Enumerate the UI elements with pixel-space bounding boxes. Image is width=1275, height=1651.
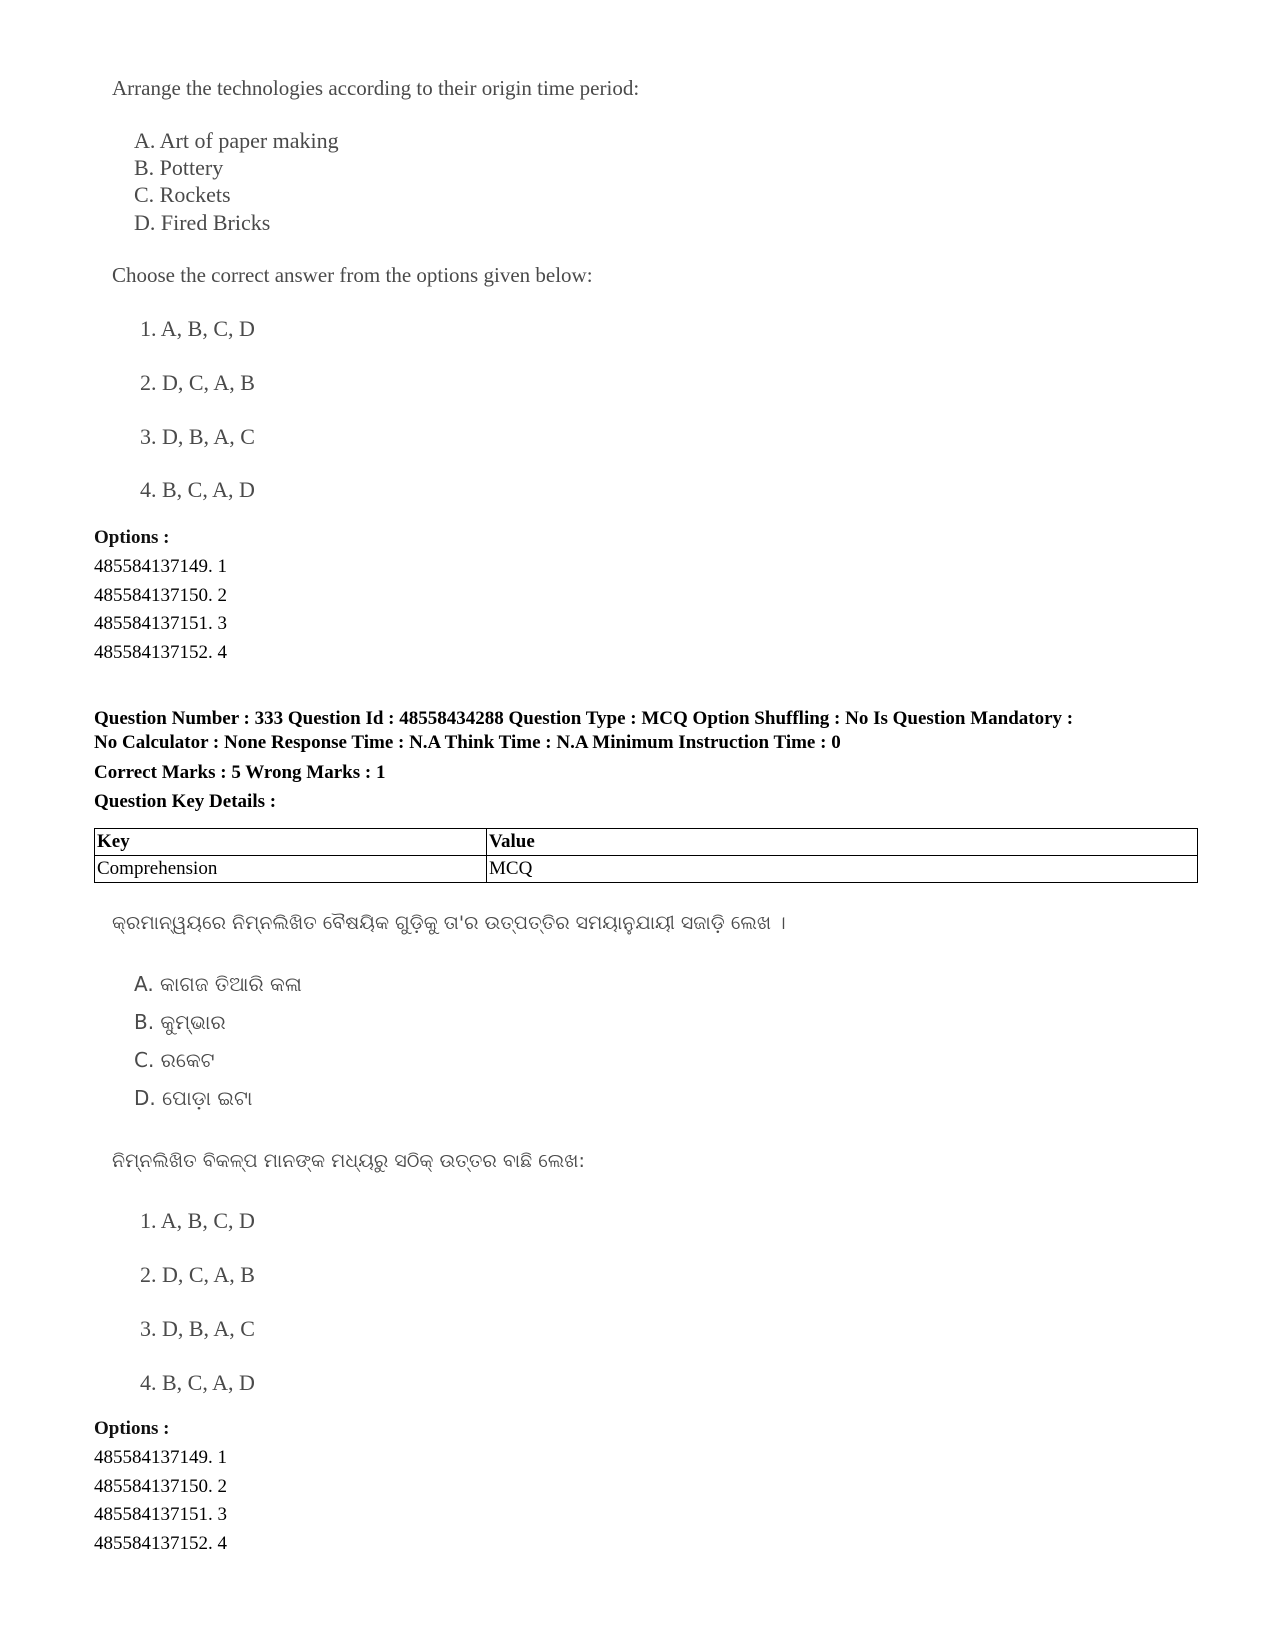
table-cell-key: Comprehension xyxy=(95,856,487,883)
q1-answer-1: 1. A, B, C, D xyxy=(140,316,255,341)
q2-answer-2: 2. D, C, A, B xyxy=(140,1262,255,1287)
q1-option-1: 485584137149. 1 xyxy=(94,556,227,577)
q1-item-a: A. Art of paper making xyxy=(134,128,339,153)
q2-item-c: C. ରକେଟ xyxy=(134,1048,215,1072)
q1-item-c: C. Rockets xyxy=(134,182,231,207)
q2-item-a: A. କାଗଜ ତିଆରି କଳା xyxy=(134,972,302,996)
q2-options-heading: Options : xyxy=(94,1418,170,1439)
q2-meta-line1: Question Number : 333 Question Id : 48558434288 Question Type : MCQ Option Shuffling : No Is Question Mandatory : xyxy=(94,708,1074,729)
q1-prompt: Arrange the technologies according to their origin time period: xyxy=(112,76,640,100)
q1-answer-3: 3. D, B, A, C xyxy=(140,424,255,449)
q2-item-d: D. ପୋଡ଼ା ଇଟା xyxy=(134,1086,253,1110)
q1-options-heading: Options : xyxy=(94,527,170,548)
q2-answer-3: 3. D, B, A, C xyxy=(140,1316,255,1341)
q1-choose-instruction: Choose the correct answer from the options given below: xyxy=(112,263,593,287)
table-header-key: Key xyxy=(95,829,487,856)
q1-item-b: B. Pottery xyxy=(134,155,224,180)
q2-answer-1: 1. A, B, C, D xyxy=(140,1208,255,1233)
q2-key-heading: Question Key Details : xyxy=(94,791,277,812)
q1-option-3: 485584137151. 3 xyxy=(94,613,227,634)
q2-item-b: B. କୁମ୍ଭାର xyxy=(134,1010,226,1034)
q2-marks: Correct Marks : 5 Wrong Marks : 1 xyxy=(94,762,386,783)
q2-meta-line2: No Calculator : None Response Time : N.A Think Time : N.A Minimum Instruction Time : 0 xyxy=(94,732,841,753)
question-key-table xyxy=(94,828,1198,883)
q1-answer-4: 4. B, C, A, D xyxy=(140,477,255,502)
q2-option-1: 485584137149. 1 xyxy=(94,1447,227,1468)
q2-choose-instruction: ନିମ୍ନଲିଖିତ ବିକଳ୍ପ ମାନଙ୍କ ମଧ୍ୟରୁ ସଠିକ୍ ଉତ୍ତର ବାଛି ଲେଖ: xyxy=(112,1150,585,1172)
q2-option-2: 485584137150. 2 xyxy=(94,1476,227,1497)
q1-option-2: 485584137150. 2 xyxy=(94,585,227,606)
table-row xyxy=(95,856,1198,883)
table-header-value: Value xyxy=(487,829,1198,856)
q1-answer-2: 2. D, C, A, B xyxy=(140,370,255,395)
q2-option-4: 485584137152. 4 xyxy=(94,1533,227,1554)
q2-prompt: କ୍ରମାନ୍ୱୟରେ ନିମ୍ନଲିଖିତ ବୈଷୟିକ ଗୁଡ଼ିକୁ ତା'ର ଉତ୍ପତ୍ତିର ସମୟାନୁଯାୟୀ ସଜାଡ଼ି ଲେଖ । xyxy=(112,912,786,934)
q2-answer-4: 4. B, C, A, D xyxy=(140,1370,255,1395)
q2-option-3: 485584137151. 3 xyxy=(94,1504,227,1525)
table-cell-value: MCQ xyxy=(487,856,1198,883)
table-header-row xyxy=(95,829,1198,856)
q1-item-d: D. Fired Bricks xyxy=(134,210,271,235)
q1-option-4: 485584137152. 4 xyxy=(94,642,227,663)
